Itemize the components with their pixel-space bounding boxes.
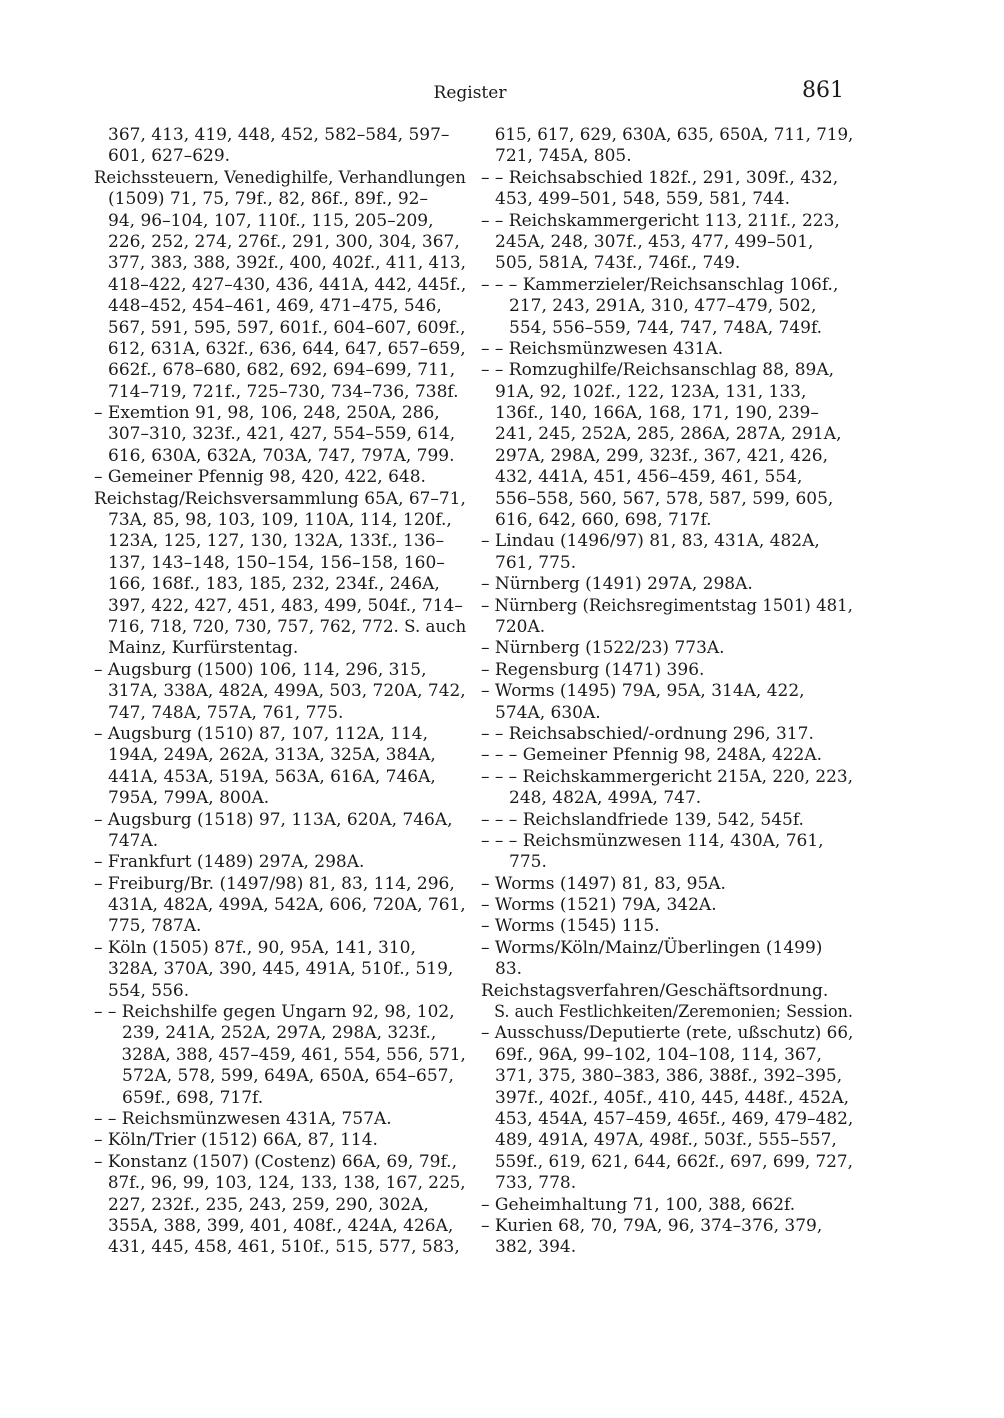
index-line: – Lindau (1496/97) 81, 83, 431A, 482A, <box>481 531 820 552</box>
index-line: 616, 642, 660, 698, 717f. <box>495 510 712 531</box>
index-line: – Nürnberg (Reichsregimentstag 1501) 481, <box>481 595 853 616</box>
index-line: – – – Reichsmünzwesen 114, 430A, 761, <box>481 830 824 851</box>
index-line: – – Reichsabschied 182f., 291, 309f., 432, <box>481 167 839 188</box>
index-line: – Geheimhaltung 71, 100, 388, 662f. <box>481 1194 796 1215</box>
index-line: 371, 375, 380–383, 386, 388f., 392–395, <box>495 1066 843 1087</box>
index-line: 69f., 96A, 99–102, 104–108, 114, 367, <box>495 1044 822 1065</box>
index-line: 317A, 338A, 482A, 499A, 503, 720A, 742, <box>107 681 466 702</box>
index-line: 747, 748A, 757A, 761, 775. <box>108 702 344 723</box>
index-line: – Konstanz (1507) (Costenz) 66A, 69, 79f., <box>94 1151 457 1172</box>
index-line: 616, 630A, 632A, 703A, 747, 797A, 799. <box>108 445 455 466</box>
index-line: 227, 232f., 235, 243, 259, 290, 302A, <box>108 1194 429 1215</box>
index-line: Reichstag/Reichsversammlung 65A, 67–71, <box>94 488 466 509</box>
index-line: – Worms/Köln/Mainz/Überlingen (1499) <box>481 937 823 958</box>
index-line: 73A, 85, 98, 103, 109, 110A, 114, 120f., <box>108 510 452 531</box>
index-line: 328A, 388, 457–459, 461, 554, 556, 571, <box>121 1044 466 1065</box>
index-line: – Ausschuss/Deputierte (rete, ußschutz) 66, <box>481 1023 854 1044</box>
index-line: 367, 413, 419, 448, 452, 582–584, 597– <box>108 125 450 145</box>
index-line: 94, 96–104, 107, 110f., 115, 205–209, <box>108 210 434 231</box>
index-line: 83. <box>495 959 523 980</box>
index-line: Reichssteuern, Venedighilfe, Verhandlungen <box>94 167 466 188</box>
index-line: – – – Reichslandfriede 139, 542, 545f. <box>481 809 804 830</box>
index-line: – Nürnberg (1491) 297A, 298A. <box>481 574 753 595</box>
index-line: 382, 394. <box>495 1237 577 1258</box>
index-line: 720A. <box>495 616 546 637</box>
index-line: 297A, 298A, 299, 323f., 367, 421, 426, <box>495 445 829 466</box>
index-line: 248, 482A, 499A, 747. <box>509 788 702 809</box>
index-line: 226, 252, 274, 276f., 291, 300, 304, 367, <box>108 231 460 252</box>
index-line: 662f., 678–680, 682, 692, 694–699, 711, <box>108 360 456 381</box>
index-line: 775, 787A. <box>108 916 202 937</box>
index-line: – Frankfurt (1489) 297A, 298A. <box>94 852 365 873</box>
index-line: – Kurien 68, 70, 79A, 96, 374–376, 379, <box>481 1215 823 1236</box>
index-line: 612, 631A, 632f., 636, 644, 647, 657–659, <box>107 338 466 359</box>
index-line: 505, 581A, 743f., 746f., 749. <box>495 253 741 274</box>
index-line: – – Reichskammergericht 113, 211f., 223, <box>481 210 840 231</box>
index-line: – Freiburg/Br. (1497/98) 81, 83, 114, 296, <box>94 873 455 894</box>
index-line: – Köln/Trier (1512) 66A, 87, 114. <box>94 1130 378 1151</box>
index-line: 554, 556. <box>108 980 190 1001</box>
index-line: 397f., 402f., 405f., 410, 445, 448f., 452A, <box>495 1087 850 1108</box>
index-line: 554, 556–559, 744, 747, 748A, 749f. <box>509 317 823 338</box>
index-line: – Augsburg (1510) 87, 107, 112A, 114, <box>94 723 428 744</box>
index-column-left <box>94 125 466 1259</box>
index-line: 377, 383, 388, 392f., 400, 402f., 411, 413, <box>107 253 466 274</box>
index-line: – Worms (1495) 79A, 95A, 314A, 422, <box>481 681 805 702</box>
index-line: 307–310, 323f., 421, 427, 554–559, 614, <box>108 424 456 445</box>
index-line: 441A, 453A, 519A, 563A, 616A, 746A, <box>108 766 436 787</box>
running-title: Register <box>433 83 507 103</box>
index-line: S. auch Festlichkeiten/Zeremonien; Session. <box>494 1002 853 1023</box>
index-line: 418–422, 427–430, 436, 441A, 442, 445f., <box>107 274 467 295</box>
index-line: – – Reichsmünzwesen 431A, 757A. <box>94 1108 392 1129</box>
index-line: – – – Kammerzieler/Reichsanschlag 106f., <box>481 274 839 295</box>
index-line: Mainz, Kurfürstentag. <box>108 638 299 659</box>
index-line: – – – Gemeiner Pfennig 98, 248A, 422A. <box>481 745 823 766</box>
index-line: – – Reichshilfe gegen Ungarn 92, 98, 102, <box>94 1002 455 1023</box>
index-line: 659f., 698, 717f. <box>122 1087 264 1108</box>
index-line: – Worms (1497) 81, 83, 95A. <box>481 873 726 894</box>
index-line: 574A, 630A. <box>495 702 601 723</box>
index-line: 775. <box>509 852 547 873</box>
index-line: – Exemtion 91, 98, 106, 248, 250A, 286, <box>94 403 440 424</box>
index-line: 166, 168f., 183, 185, 232, 234f., 246A, <box>108 574 440 595</box>
index-line: 567, 591, 595, 597, 601f., 604–607, 609f., <box>107 317 466 338</box>
index-line: – – Reichsmünzwesen 431A. <box>481 338 724 359</box>
index-line: 747A. <box>108 830 159 851</box>
index-line: (1509) 71, 75, 79f., 82, 86f., 89f., 92– <box>108 189 428 210</box>
index-column-right <box>481 125 853 1259</box>
index-line: 123A, 125, 127, 130, 132A, 133f., 136– <box>108 531 445 552</box>
index-line: 91A, 92, 102f., 122, 123A, 131, 133, <box>495 381 807 402</box>
page-number: 861 <box>802 78 844 103</box>
index-line: – Worms (1545) 115. <box>481 916 660 937</box>
index-line: 239, 241A, 252A, 297A, 298A, 323f., <box>122 1023 437 1044</box>
index-line: 559f., 619, 621, 644, 662f., 697, 699, 727, <box>494 1151 853 1172</box>
index-line: – Augsburg (1500) 106, 114, 296, 315, <box>94 659 427 680</box>
index-line: 241, 245, 252A, 285, 286A, 287A, 291A, <box>495 424 842 445</box>
index-line: – Nürnberg (1522/23) 773A. <box>481 638 725 659</box>
index-line: 328A, 370A, 390, 445, 491A, 510f., 519, <box>108 959 454 980</box>
index-line: – – Reichsabschied/-ordnung 296, 317. <box>481 723 814 744</box>
index-line: 397, 422, 427, 451, 483, 499, 504f., 714– <box>108 595 463 616</box>
index-line: 432, 441A, 451, 456–459, 461, 554, <box>495 467 803 488</box>
index-line: 137, 143–148, 150–154, 156–158, 160– <box>108 552 445 573</box>
index-line: 355A, 388, 399, 401, 408f., 424A, 426A, <box>108 1215 454 1236</box>
index-line: 217, 243, 291A, 310, 477–479, 502, <box>509 296 817 317</box>
index-line: 615, 617, 629, 630A, 635, 650A, 711, 719, <box>494 125 854 145</box>
index-line: 716, 718, 720, 730, 757, 762, 772. S. auch <box>107 616 467 637</box>
index-line: 453, 499–501, 548, 559, 581, 744. <box>495 189 791 210</box>
index-line: – Köln (1505) 87f., 90, 95A, 141, 310, <box>94 937 416 958</box>
index-line: 87f., 96, 99, 103, 124, 133, 138, 167, 225, <box>107 1173 466 1194</box>
index-line: 601, 627–629. <box>108 146 231 167</box>
index-line: 453, 454A, 457–459, 465f., 469, 479–482, <box>494 1108 854 1129</box>
index-line: – Regensburg (1471) 396. <box>481 659 705 680</box>
index-line: 714–719, 721f., 725–730, 734–736, 738f. <box>108 381 459 402</box>
index-line: 721, 745A, 805. <box>495 146 632 167</box>
index-line: 572A, 578, 599, 649A, 650A, 654–657, <box>122 1066 454 1087</box>
index-line: 733, 778. <box>495 1173 577 1194</box>
index-line: – Augsburg (1518) 97, 113A, 620A, 746A, <box>94 809 453 830</box>
index-line: 489, 491A, 497A, 498f., 503f., 555–557, <box>495 1130 837 1151</box>
index-line: – – Romzughilfe/Reichsanschlag 88, 89A, <box>481 360 835 381</box>
index-line: 194A, 249A, 262A, 313A, 325A, 384A, <box>108 745 436 766</box>
index-line: 245A, 248, 307f., 453, 477, 499–501, <box>495 231 814 252</box>
index-line: Reichstagsverfahren/Geschäftsordnung. <box>481 980 829 1001</box>
index-line: 556–558, 560, 567, 578, 587, 599, 605, <box>495 488 834 509</box>
index-line: 431A, 482A, 499A, 542A, 606, 720A, 761, <box>107 895 466 916</box>
index-line: – Worms (1521) 79A, 342A. <box>481 895 717 916</box>
index-line: 136f., 140, 166A, 168, 171, 190, 239– <box>495 403 819 424</box>
index-line: – Gemeiner Pfennig 98, 420, 422, 648. <box>94 467 426 488</box>
index-line: – – – Reichskammergericht 215A, 220, 223, <box>481 766 854 787</box>
index-line: 761, 775. <box>495 552 577 573</box>
index-line: 448–452, 454–461, 469, 471–475, 546, <box>108 296 442 317</box>
index-line: 795A, 799A, 800A. <box>108 788 270 809</box>
index-line: 431, 445, 458, 461, 510f., 515, 577, 583, <box>108 1237 460 1258</box>
